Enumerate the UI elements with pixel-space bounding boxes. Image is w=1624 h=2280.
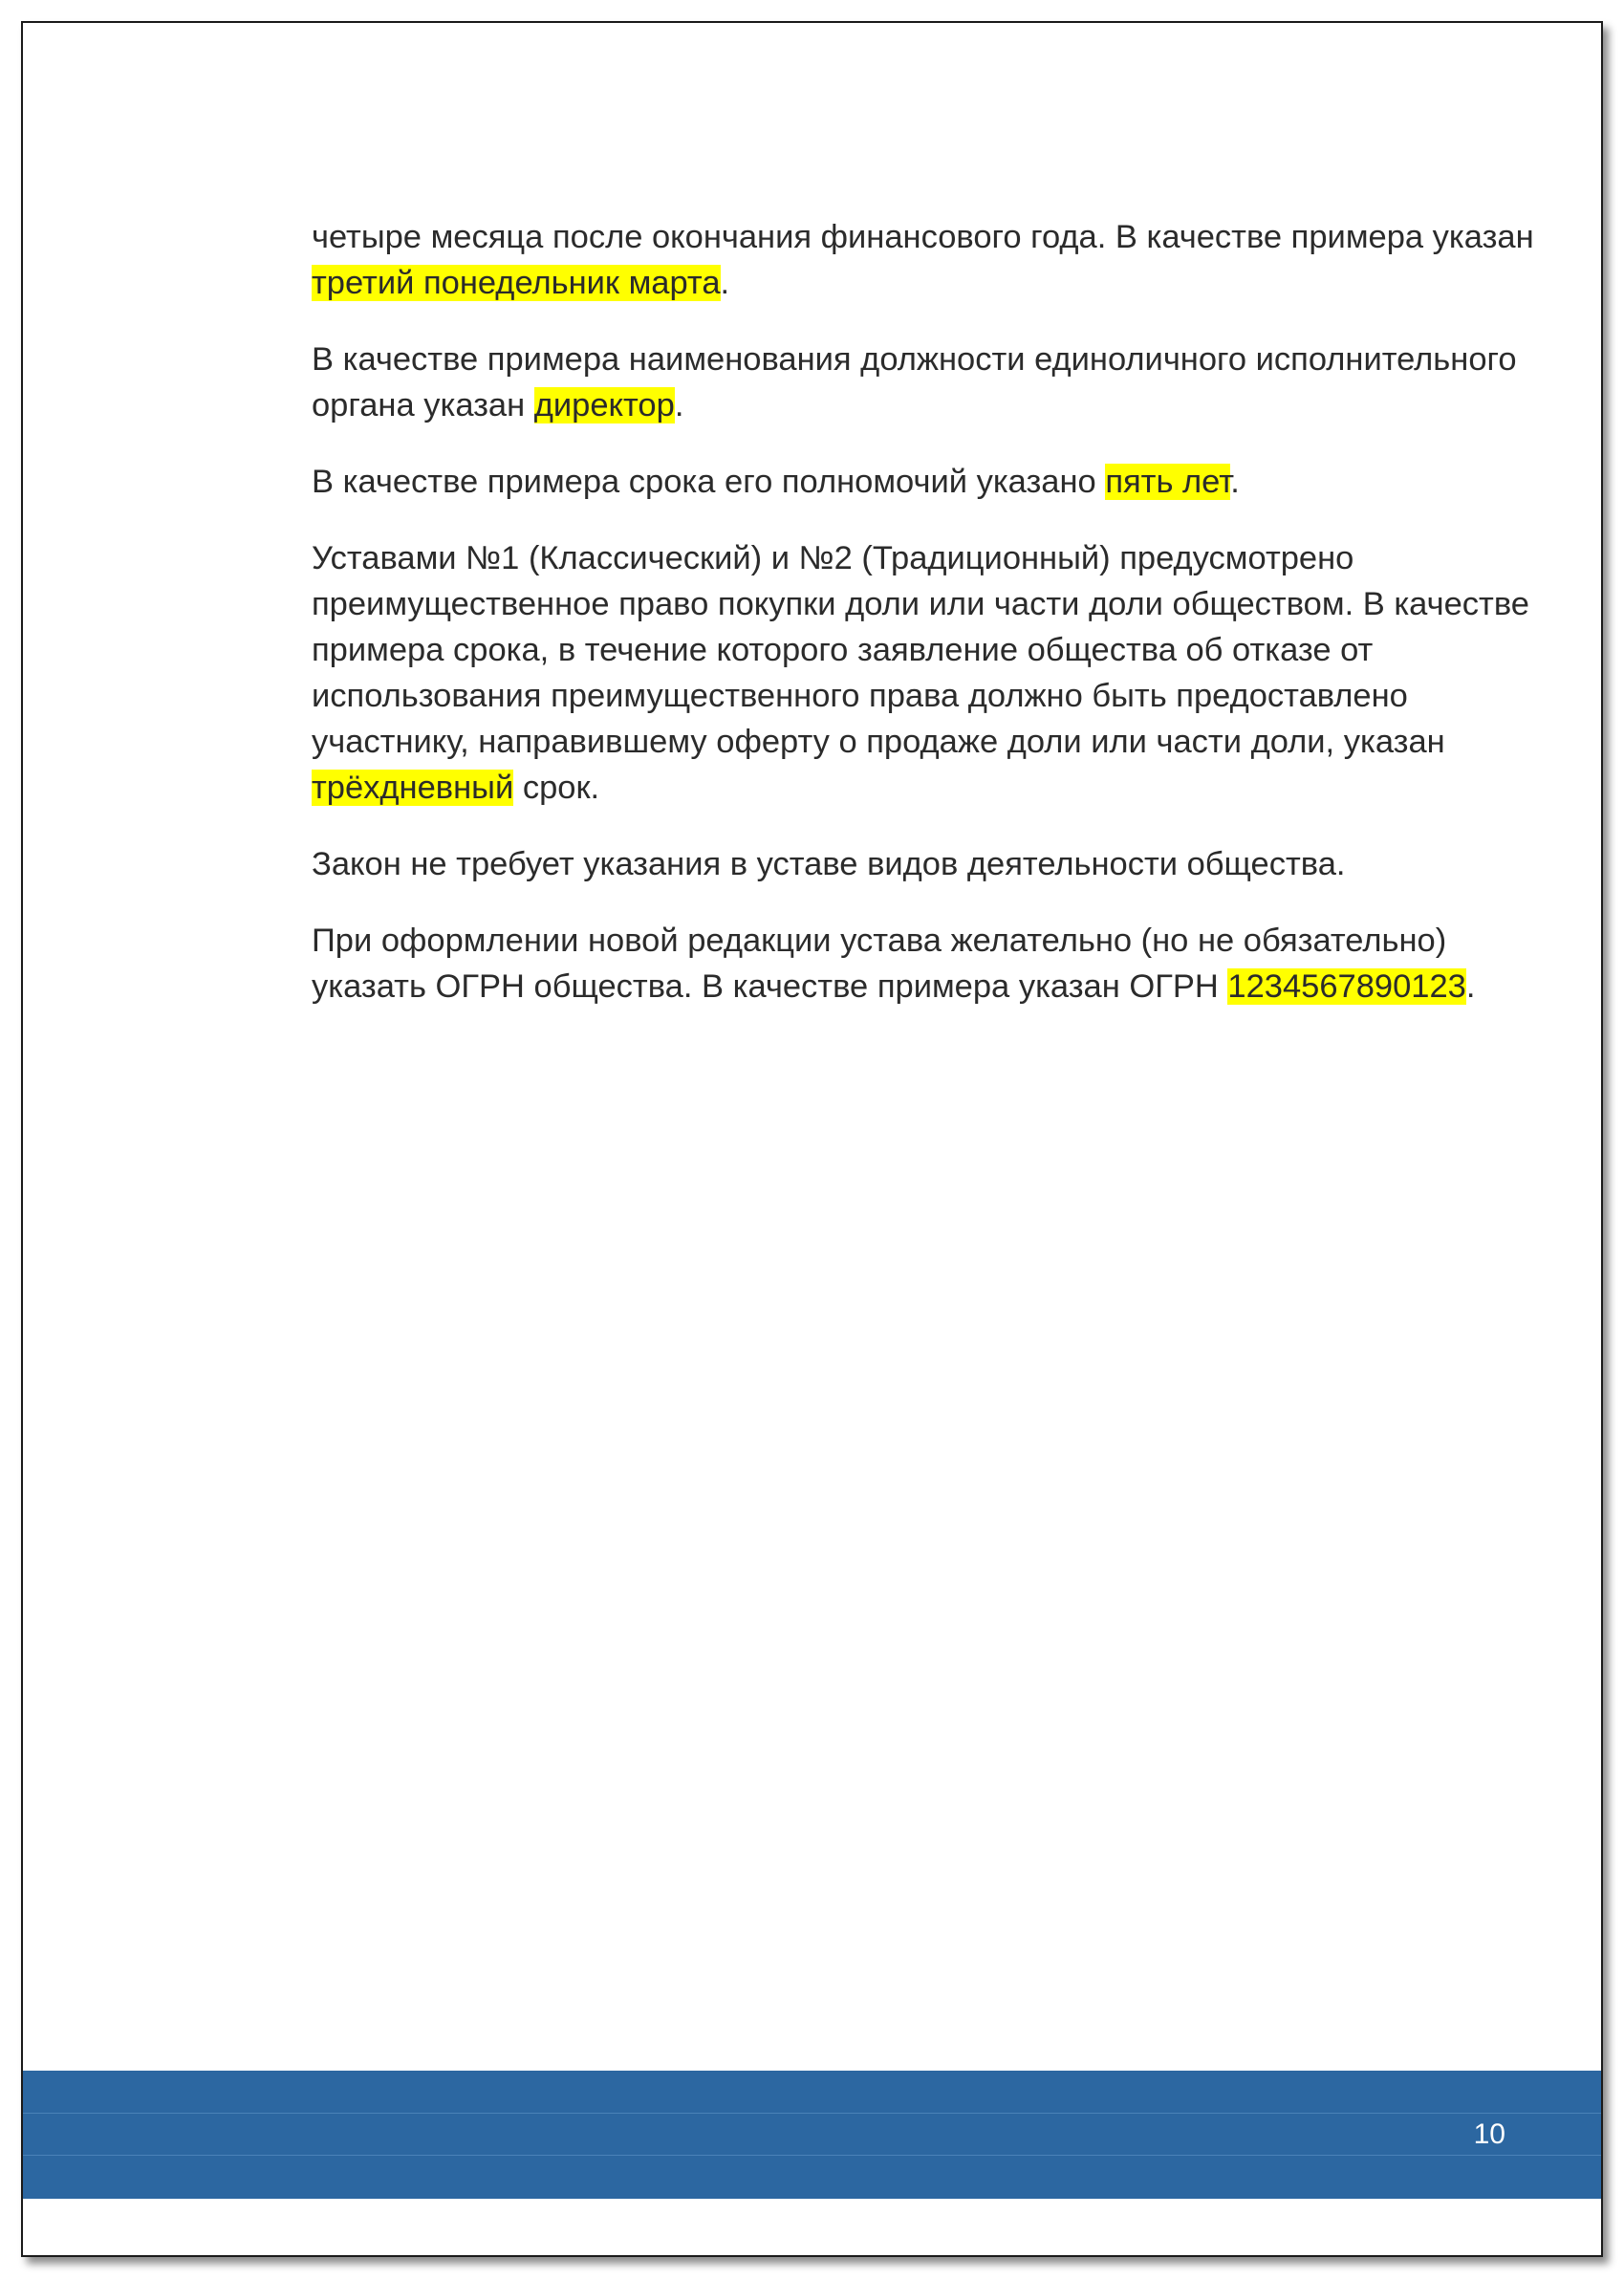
paragraph-text: В качестве примера наименования должности единоличного исполнительного органа указан — [312, 341, 1517, 423]
paragraph-preemptive-right — [312, 535, 1554, 811]
paragraph-text: Закон не требует указания в уставе видов деятельности общества. — [312, 846, 1346, 882]
paragraph-executive-title — [312, 337, 1554, 428]
paragraph-text: При оформлении новой редакции устава желательно (но не обязательно) указать ОГРН общества. В качестве примера указан ОГРН — [312, 923, 1447, 1005]
footer-divider — [23, 2155, 1601, 2156]
paragraph-text: Уставами №1 (Классический) и №2 (Традиционный) предусмотрено преимущественное право покупки доли или части доли обществом. В качестве примера срока, в течение которого заявление общества об отказе от использования преимущественного права должно быть предоставлено участнику, направившему оферту о продаже доли или части доли, указан — [312, 540, 1529, 760]
highlighted-example: трёхдневный — [312, 770, 514, 806]
paragraph-text: . — [1230, 464, 1240, 500]
paragraph-ogrn — [312, 918, 1554, 1010]
highlighted-example: директор — [533, 387, 675, 423]
highlighted-example: пять лет — [1105, 464, 1231, 500]
body-text — [312, 214, 1554, 1040]
paragraph-text: . — [1465, 968, 1476, 1005]
paragraph-text: . — [674, 387, 684, 423]
highlighted-example: третий понедельник марта — [312, 265, 721, 301]
paragraph-meeting-date — [312, 214, 1554, 306]
footer-divider — [23, 2113, 1601, 2114]
paragraph-term-of-office — [312, 459, 1554, 505]
highlighted-example: 1234567890123 — [1227, 968, 1466, 1005]
page-number: 10 — [1473, 2118, 1505, 2150]
paragraph-text: срок. — [513, 770, 600, 806]
paragraph-text: четыре месяца после окончания финансового года. В качестве примера указан — [312, 219, 1534, 255]
paragraph-text: . — [720, 265, 730, 301]
footer-band — [23, 2071, 1601, 2199]
paragraph-text: В качестве примера срока его полномочий указано — [312, 464, 1106, 500]
paragraph-activities — [312, 841, 1554, 887]
document-page — [21, 21, 1603, 2257]
